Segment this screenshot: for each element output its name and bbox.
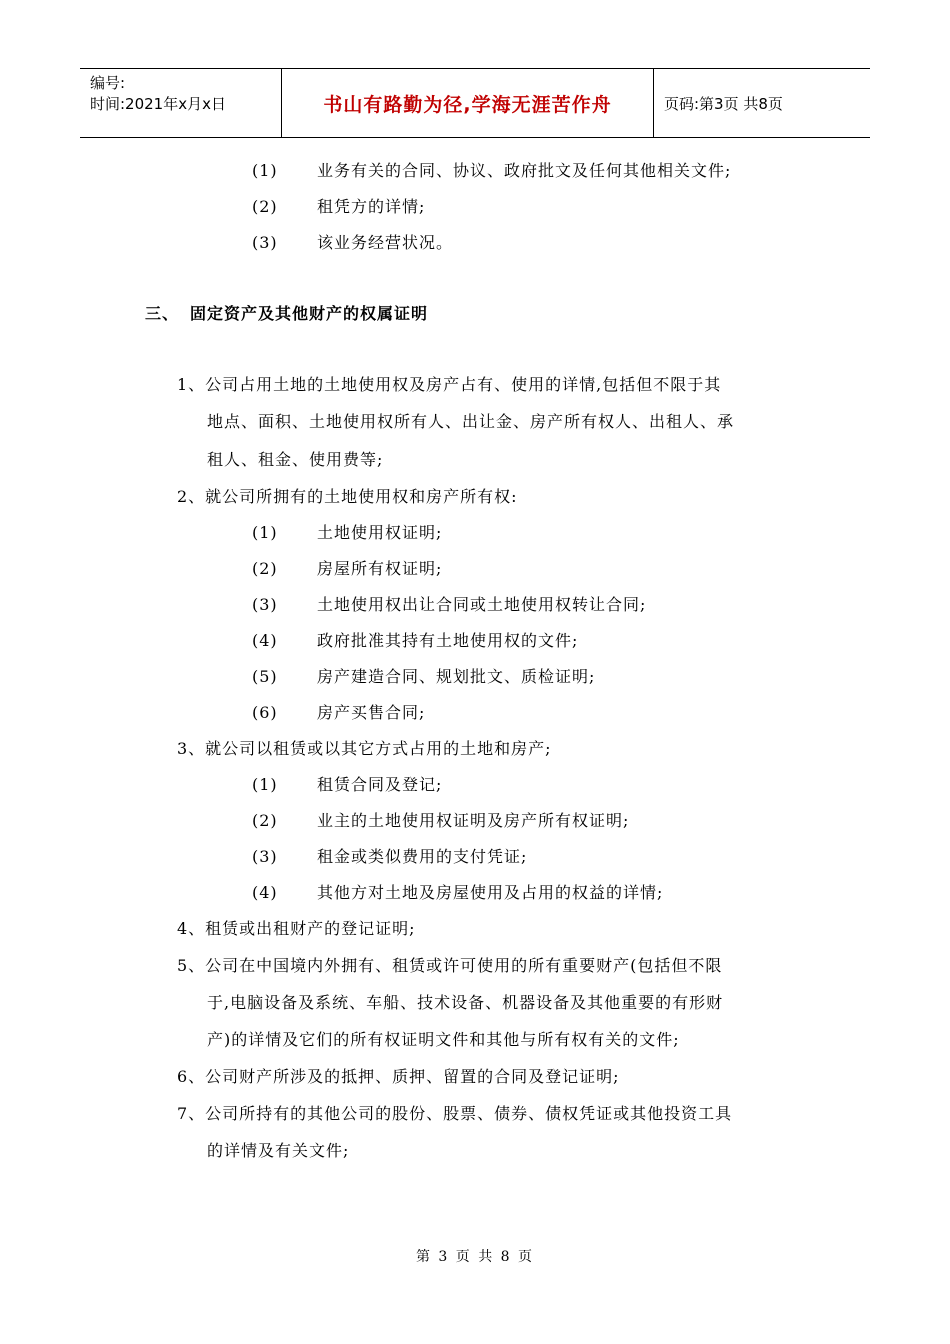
page-label: 页码:第3页 共8页 xyxy=(664,94,783,113)
item-number: (1) xyxy=(252,775,278,794)
item-number: (2) xyxy=(252,197,278,216)
page-header xyxy=(80,68,870,138)
section-number: 三、 xyxy=(145,304,180,323)
item5-line: 5、公司在中国境内外拥有、租赁或许可使用的所有重要财产(包括但不限 xyxy=(177,956,723,975)
item-text: 该业务经营状况。 xyxy=(317,233,454,252)
section-heading xyxy=(145,303,429,325)
item1-line: 1、公司占用土地的土地使用权及房产占有、使用的详情,包括但不限于其 xyxy=(177,375,722,394)
item5-line: 产)的详情及它们的所有权证明文件和其他与所有权有关的文件; xyxy=(207,1030,680,1049)
item6: 6、公司财产所涉及的抵押、质押、留置的合同及登记证明; xyxy=(177,1067,620,1086)
item-text: 租金或类似费用的支付凭证; xyxy=(317,847,528,866)
item-text: 房产买售合同; xyxy=(317,703,426,722)
item2-title: 2、就公司所拥有的土地使用权和房产所有权: xyxy=(177,487,518,506)
item-number: (3) xyxy=(252,595,278,614)
time-label: 时间:2021年x月x日 xyxy=(90,95,226,113)
item-text: 土地使用权证明; xyxy=(317,523,443,542)
item-text: 业主的土地使用权证明及房产所有权证明; xyxy=(317,811,630,830)
section-title: 固定资产及其他财产的权属证明 xyxy=(190,304,429,323)
item-text: 房屋所有权证明; xyxy=(317,559,443,578)
item5-line: 于,电脑设备及系统、车船、技术设备、机器设备及其他重要的有形财 xyxy=(207,993,724,1012)
item4: 4、租赁或出租财产的登记证明; xyxy=(177,919,416,938)
item3-title: 3、就公司以租赁或以其它方式占用的土地和房产; xyxy=(177,739,552,758)
item-number: (4) xyxy=(252,631,278,650)
item-text: 业务有关的合同、协议、政府批文及任何其他相关文件; xyxy=(317,161,732,180)
item-text: 政府批准其持有土地使用权的文件; xyxy=(317,631,579,650)
item-number: (6) xyxy=(252,703,278,722)
item-number: (5) xyxy=(252,667,278,686)
item-number: (3) xyxy=(252,847,278,866)
item1-line: 租人、租金、使用费等; xyxy=(207,450,384,469)
item-number: (1) xyxy=(252,523,278,542)
item-text: 租凭方的详情; xyxy=(317,197,426,216)
item-number: (4) xyxy=(252,883,278,902)
header-motto-cell xyxy=(281,69,654,137)
item-number: (3) xyxy=(252,233,278,252)
item-text: 其他方对土地及房屋使用及占用的权益的详情; xyxy=(317,883,664,902)
header-page-cell xyxy=(654,69,870,137)
item-text: 房产建造合同、规划批文、质检证明; xyxy=(317,667,596,686)
motto: 书山有路勤为径,学海无涯苦作舟 xyxy=(323,93,612,116)
header-meta xyxy=(80,69,281,137)
item-text: 土地使用权出让合同或土地使用权转让合同; xyxy=(317,595,647,614)
item-number: (2) xyxy=(252,811,278,830)
item7-line: 的详情及有关文件; xyxy=(207,1141,350,1160)
item-number: (1) xyxy=(252,161,278,180)
page-footer: 第 3 页 共 8 页 xyxy=(415,1249,535,1265)
item1-line: 地点、面积、土地使用权所有人、出让金、房产所有权人、出租人、承 xyxy=(207,412,735,431)
item-number: (2) xyxy=(252,559,278,578)
number-label: 编号: xyxy=(90,74,126,92)
item7-line: 7、公司所持有的其他公司的股份、股票、债券、债权凭证或其他投资工具 xyxy=(177,1104,733,1123)
item-text: 租赁合同及登记; xyxy=(317,775,443,794)
